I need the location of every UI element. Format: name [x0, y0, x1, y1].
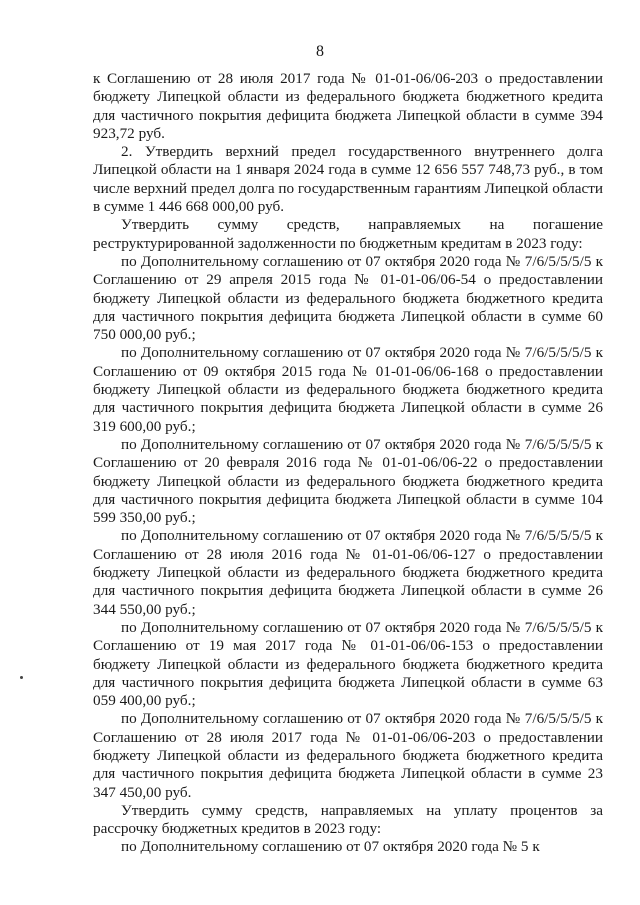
paragraph-repayment-item: по Дополнительному соглашению от 07 октября 2020 года № 7/6/5/5/5/5 к Соглашению от 19 мая 2017 года № 01-01-06/06-153 о предоставлении бюджету Липецкой области из федерального бюджета бюджетного кредита для частичного покрытия дефицита бюджета Липецкой области в сумме 63 059 400,00 руб.; [93, 618, 603, 710]
paragraph-repayment-item: по Дополнительному соглашению от 07 октября 2020 года № 7/6/5/5/5/5 к Соглашению от 29 апреля 2015 года № 01-01-06/06-54 о предоставлении бюджету Липецкой области из федерального бюджета бюджетного кредита для частичного покрытия дефицита бюджета Липецкой области в сумме 60 750 000,00 руб.; [93, 252, 603, 344]
paragraph-repayment-heading: Утвердить сумму средств, направляемых на погашение реструктурированной задолженности по бюджетным кредитам в 2023 году: [93, 216, 603, 252]
paragraph-continuation: к Соглашению от 28 июля 2017 года № 01-01-06/06-203 о предоставлении бюджету Липецкой области из федерального бюджета бюджетного кредита для частичного покрытия дефицита бюджета Липецкой области в сумме 394 923,72 руб. [93, 70, 603, 142]
paragraph-interest-heading: Утвердить сумму средств, направляемых на уплату процентов за рассрочку бюджетных кредитов в 2023 году: [93, 801, 603, 838]
document-body [93, 70, 603, 857]
paragraph-repayment-item: по Дополнительному соглашению от 07 октября 2020 года № 7/6/5/5/5/5 к Соглашению от 20 февраля 2016 года № 01-01-06/06-22 о предоставлении бюджету Липецкой области из федерального бюджета бюджетного кредита для частичного покрытия дефицита бюджета Липецкой области в сумме 104 599 350,00 руб.; [93, 435, 603, 527]
scan-speck [20, 676, 23, 679]
paragraph-repayment-item: по Дополнительному соглашению от 07 октября 2020 года № 7/6/5/5/5/5 к Соглашению от 28 июля 2016 года № 01-01-06/06-127 о предоставлении бюджету Липецкой области из федерального бюджета бюджетного кредита для частичного покрытия дефицита бюджета Липецкой области в сумме 26 344 550,00 руб.; [93, 527, 603, 618]
page-number: 8 [316, 43, 324, 60]
paragraph-debt-limit: 2. Утвердить верхний предел государственного внутреннего долга Липецкой области на 1 января 2024 года в сумме 12 656 557 748,73 руб., в том числе верхний предел долга по государственным гарантиям Липецкой области в сумме 1 446 668 000,00 руб. [93, 143, 603, 216]
paragraph-interest-item: по Дополнительному соглашению от 07 октября 2020 года № 5 к [121, 838, 540, 856]
paragraph-repayment-item: по Дополнительному соглашению от 07 октября 2020 года № 7/6/5/5/5/5 к Соглашению от 28 июля 2017 года № 01-01-06/06-203 о предоставлении бюджету Липецкой области из федерального бюджета бюджетного кредита для частичного покрытия дефицита бюджета Липецкой области в сумме 23 347 450,00 руб. [93, 710, 603, 801]
paragraph-repayment-item: по Дополнительному соглашению от 07 октября 2020 года № 7/6/5/5/5/5 к Соглашению от 09 октября 2015 года № 01-01-06/06-168 о предоставлении бюджету Липецкой области из федерального бюджета бюджетного кредита для частичного покрытия дефицита бюджета Липецкой области в сумме 26 319 600,00 руб.; [93, 344, 603, 435]
